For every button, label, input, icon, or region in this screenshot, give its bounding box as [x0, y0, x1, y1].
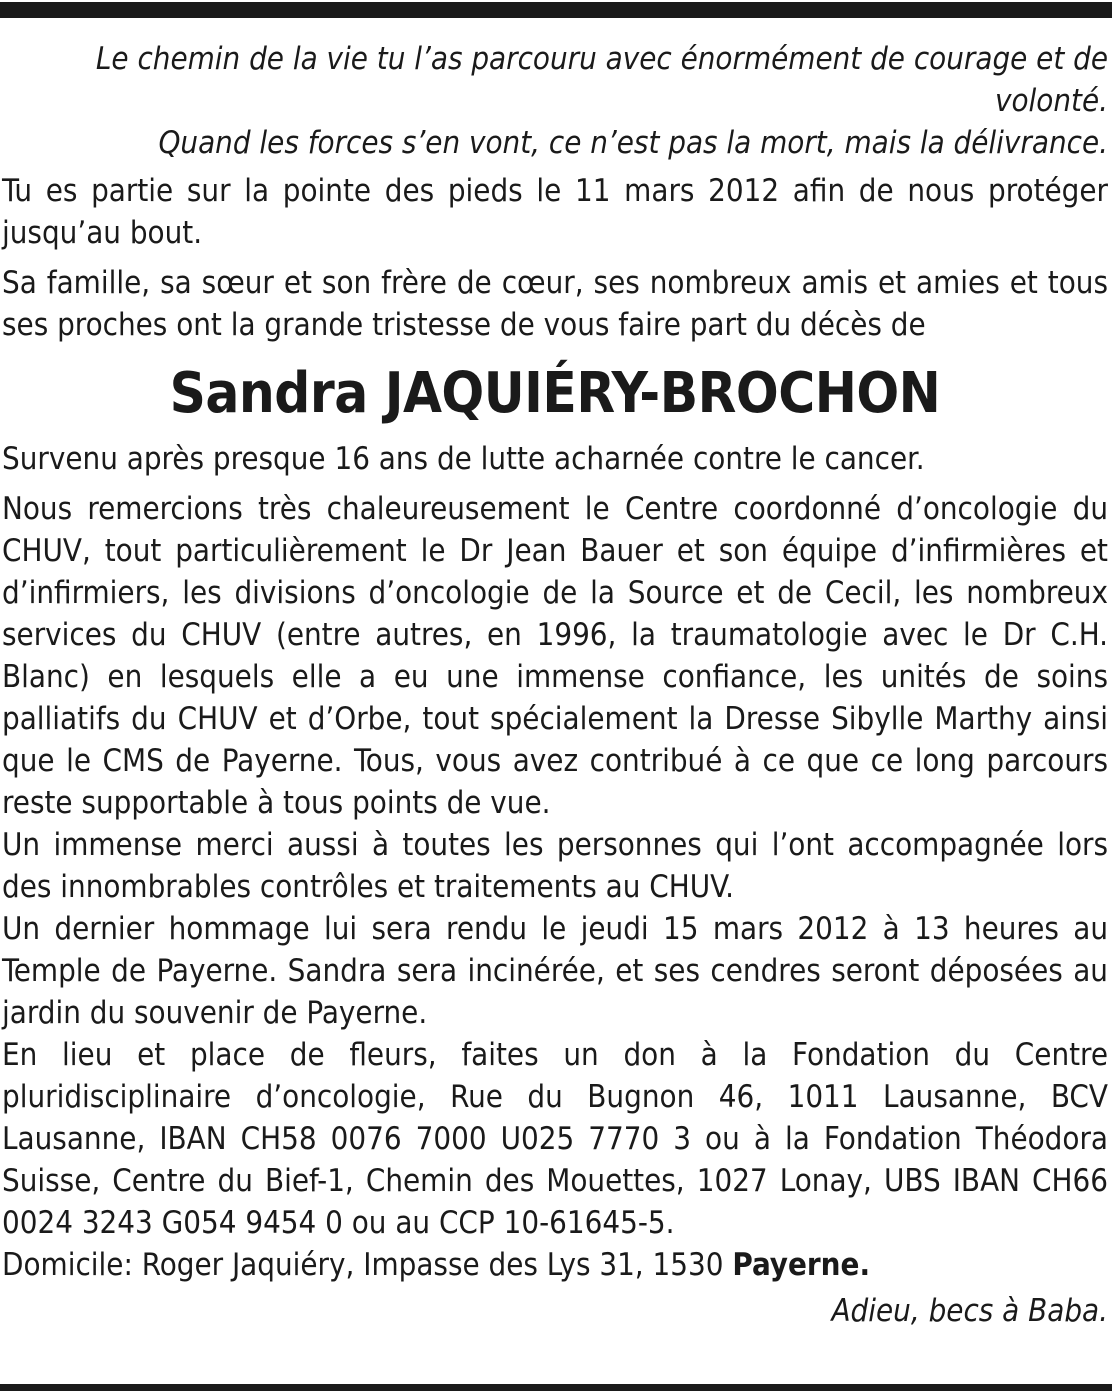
ceremony-paragraph: Un dernier hommage lui sera rendu le jeudi 15 mars 2012 à 13 heures au Temple de Payerne. Sandra sera incinérée, et ses cendres seront déposées au jardin du souvenir de Payerne.: [2, 911, 1108, 1031]
bottom-rule: [0, 1384, 1112, 1391]
top-rule: [0, 2, 1112, 18]
epigraph-line-1: Le chemin de la vie tu l’as parcouru avec énormément de courage et de volonté.: [95, 41, 1108, 119]
farewell-line: Adieu, becs à Baba.: [831, 1293, 1108, 1329]
domicile-line: [2, 1244, 1108, 1286]
announcement-paragraph: Sa famille, sa sœur et son frère de cœur, ses nombreux amis et amies et tous ses proches ont la grande tristesse de vous faire part du décès de: [2, 265, 1108, 343]
intro-paragraph: Tu es partie sur la pointe des pieds le 11 mars 2012 afin de nous protéger jusqu’au bout.: [2, 173, 1108, 251]
thanks-more-paragraph: Un immense merci aussi à toutes les personnes qui l’ont accompagnée lors des innombrables contrôles et traitements au CHUV.: [2, 827, 1108, 905]
cause-paragraph: Survenu après presque 16 ans de lutte acharnée contre le cancer.: [2, 441, 925, 477]
obituary-notice: [2, 38, 1108, 1332]
epigraph-line-2: Quand les forces s’en vont, ce n’est pas la mort, mais la délivrance.: [158, 125, 1108, 161]
domicile-text: Domicile: Roger Jaquiéry, Impasse des Lys 31, 1530: [2, 1247, 733, 1283]
domicile-city: Payerne.: [732, 1247, 871, 1283]
epigraph: [2, 38, 1108, 164]
donations-paragraph: En lieu et place de fleurs, faites un don à la Fondation du Centre pluridisciplinaire d’oncologie, Rue du Bugnon 46, 1011 Lausanne, BCV Lausanne, IBAN CH58 0076 7000 U025 7770 3 ou à la Fondation Théodora Suisse, Centre du Bief-1, Chemin des Mouettes, 1027 Lonay, UBS IBAN CH66 0024 3243 G054 9454 0 ou au CCP 10-61645-5.: [2, 1037, 1108, 1241]
thanks-paragraph: Nous remercions très chaleureusement le Centre coordonné d’oncologie du CHUV, tout particulièrement le Dr Jean Bauer et son équipe d’infirmières et d’infirmiers, les divisions d’oncologie de la Source et de Cecil, les nombreux services du CHUV (entre autres, en 1996, la traumatologie avec le Dr C.H. Blanc) en lesquels elle a eu une immense confiance, les unités de soins palliatifs du CHUV et d’Orbe, tout spécialement la Dresse Sibylle Marthy ainsi que le CMS de Payerne. Tous, vous avez contribué à ce que ce long parcours reste supportable à tous points de vue.: [2, 491, 1108, 821]
deceased-name: Sandra JAQUIÉRY-BROCHON: [169, 361, 941, 426]
